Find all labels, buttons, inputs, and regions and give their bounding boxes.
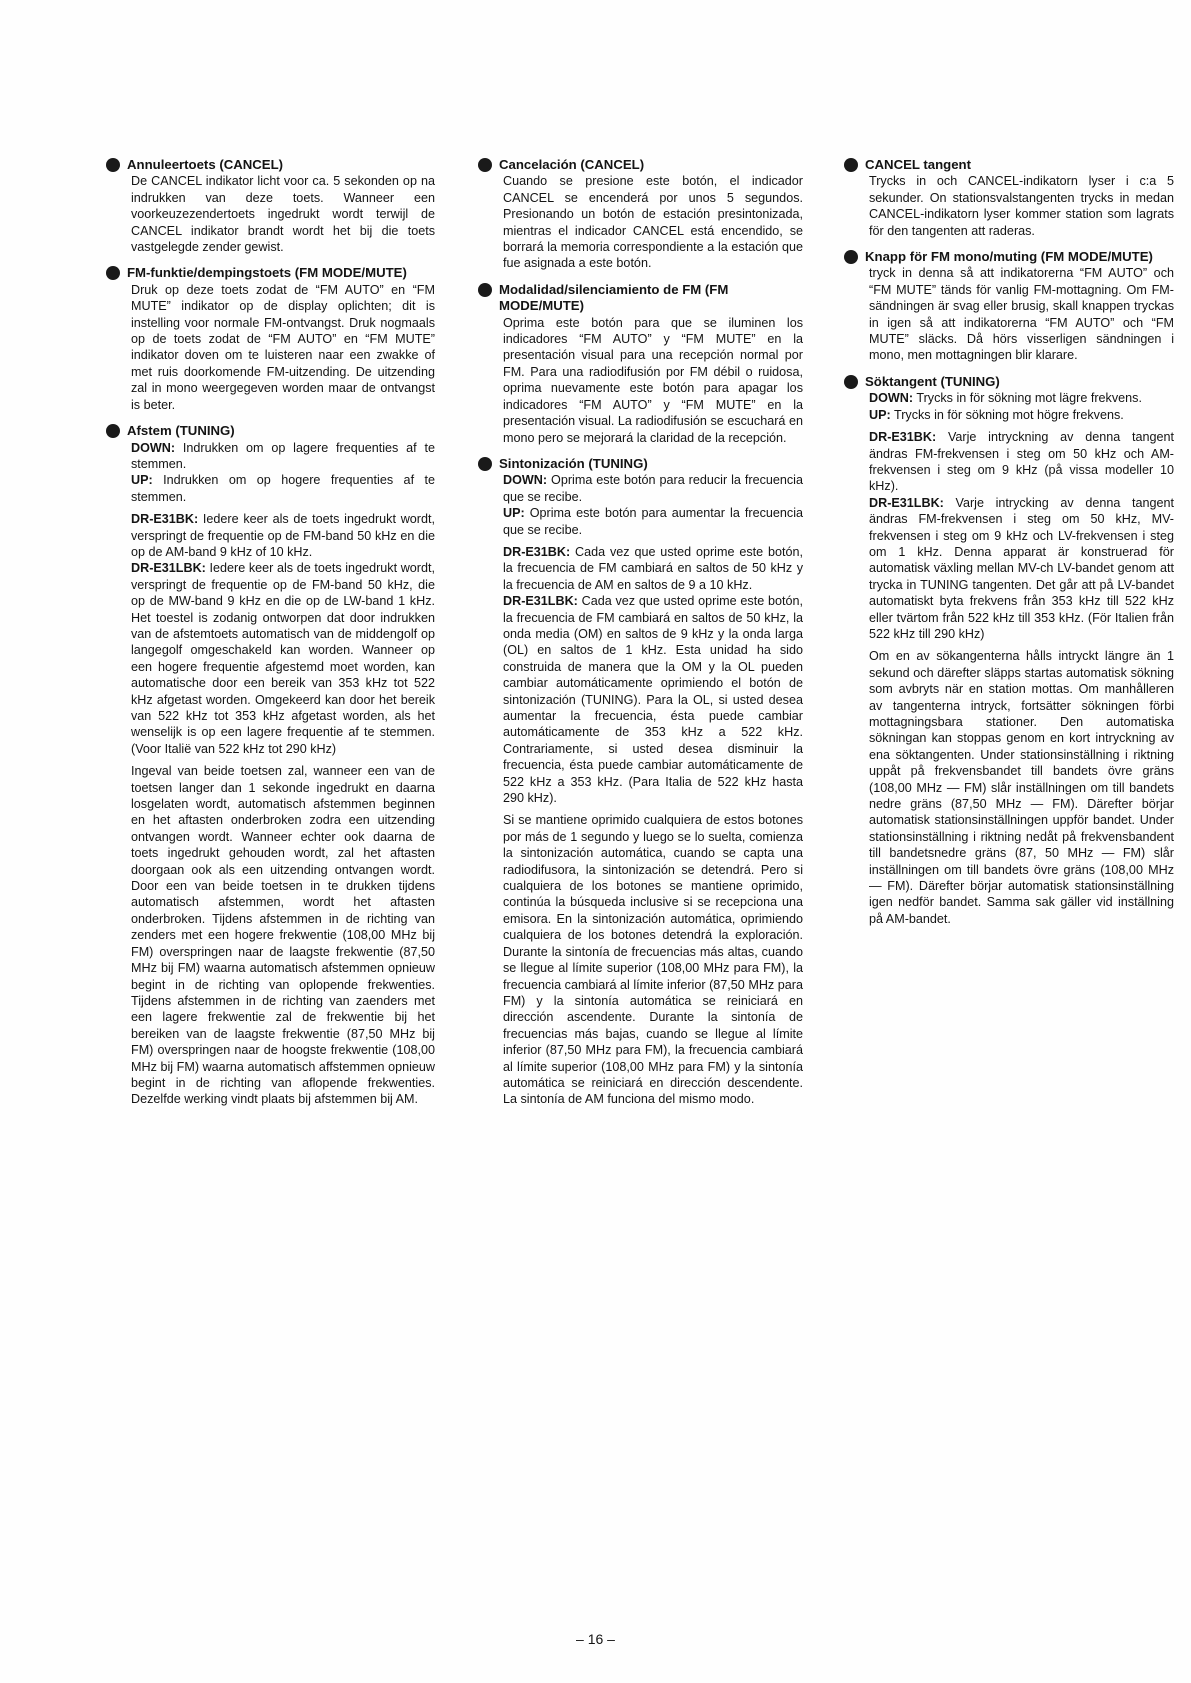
section-fm-mode: [106, 265, 435, 413]
down-label: DOWN:: [131, 440, 176, 455]
section-title: CANCEL tangent: [865, 157, 971, 172]
model-paragraph: [869, 429, 1174, 642]
section-title: Annuleertoets (CANCEL): [127, 157, 284, 172]
down-label: DOWN:: [503, 473, 548, 488]
section-text: Cuando se presione este botón, el indicador CANCEL se encenderá por unos 5 segundos. Presionando un botón de estación presintonizada, mientras el indicador CANCEL está encendido, se borrará la memoria correspondiente a la estación que fue asignada a este botón.: [503, 174, 803, 271]
model-label: DR-E31LBK:: [503, 594, 578, 609]
section-text: Druk op deze toets zodat de “FM AUTO” en “FM MUTE” indikator op de display oplichten; dit is instelling voor normale FM-ontvangst. Druk nogmaals op de toets zodat de “FM AUTO” en “FM MUTE” indikator doven om te luisteren naar een zwakke of met ruis doorkomende FM-uitzending. De uitzending zal in mono weergegeven worden maar de ontvangst is beter.: [131, 282, 435, 412]
up-text: Oprima este botón para aumentar la frecuencia que se recibe.: [503, 506, 803, 537]
down-paragraph: [503, 472, 803, 538]
section-fm-mode: [478, 282, 803, 446]
model-text: Cada vez que usted oprime este botón, la frecuencia de FM cambiará en saltos de 50 kHz, la onda media (OM) en saltos de 9 kHz y la onda larga (OL) en saltos de 1 kHz. Esta unidad ha sido construida de manera que la OM y la OL pueden cambiar automáticamente oprimiendo el botón de sintonización (TUNING). Para la OL, si usted desea aumentar la frecuencia, ésta puede cambiar automáticamente de 353 kHz a 522 kHz. Contrariamente, si usted desea disminuir la frecuencia, ésta puede cambiar automáticamente de 522 kHz a 353 kHz. (Para Italia de 522 kHz hasta 290 kHz).: [503, 594, 803, 806]
section-text: Om en av sökangenterna hålls intryckt längre än 1 sekund och därefter släpps startas automatisk sökning som avbryts när en station mottas. Om manhålleren av tangenterna intryck, fortsätter sökningen förbi mottagningsbara stationer. Den automatiska sökningan kan stoppas genom en kort intryckning av ena söktangenten. Under stationsinställning i riktning uppåt på frekvensbandet till bandets övre gräns (108,00 MHz — FM) slår inställningen om till bandets nedre gräns (87,50 MHz — FM). Därefter börjar automatisk stationsinställningen uppför bandet. Under stationsinställning i riktning nedåt på frekvensbandent till bandetsnedre gräns (87, 50 MHz — FM) slår inställningen om till bandets övre gräns (108,00 MHz — FM). Därefter börjar automatisk stationsinställning igen nedför bandet. Samma sak gäller vid inställning på AM-bandet.: [869, 649, 1174, 926]
model-label: DR-E31LBK:: [131, 561, 206, 576]
section-tuning: [478, 456, 803, 1108]
column-spanish: [478, 157, 803, 1118]
bullet-icon: [478, 158, 492, 172]
section-cancel: [478, 157, 803, 272]
bullet-icon: [478, 283, 492, 297]
section-text: Oprima este botón para que se iluminen los indicadores “FM AUTO” y “FM MUTE” en la presentación visual para una recepción normal por FM. Para una radiodifusión por FM débil o ruidosa, oprima nuevamente este botón para apagar los indicadores “FM AUTO” y “FM MUTE” en la presentación visual. La radiodifusión se escuchará en mono pero se mejorará la claridad de la recepción.: [503, 315, 803, 445]
model-label: DR-E31BK:: [503, 544, 571, 559]
section-text: tryck in denna så att indikatorerna “FM AUTO” och “FM MUTE” tänds för vanlig FM-mottagning. Om FM-sändningen är svag eller brusig, skall knappen tryckas in igen så att indikatorerna “FM AUTO” och “FM MUTE” släcks. Då hörs visserligen sändningen i mono, men mottagningen blir klarare.: [869, 266, 1174, 363]
model-text: Iedere keer als de toets ingedrukt wordt, verspringt de frequentie op de FM-band 50 kHz en die op de AM-band 9 kHz of 10 kHz.: [131, 512, 435, 559]
up-label: UP:: [131, 473, 153, 488]
model-label: DR-E31LBK:: [869, 495, 944, 510]
section-title: Söktangent (TUNING): [865, 373, 1000, 389]
bullet-icon: [106, 266, 120, 280]
model-label: DR-E31BK:: [869, 430, 937, 445]
section-title: Afstem (TUNING): [127, 423, 235, 439]
down-label: DOWN:: [869, 391, 914, 406]
bullet-icon: [106, 424, 120, 438]
up-text: Trycks in för sökning mot högre frekvens.: [890, 407, 1124, 422]
model-text: Varje intrycking av denna tangent ändras FM-frekvensen i steg om 50 kHz, MV-frekvensen i steg om 9 kHz och LV-frekvensen i steg om 1 kHz. Denna apparat är konstruerad för automatisk växling mellan MV-ch LV-bandet genom att trycka in TUNING tangenten. Det går att på LV-bandet automatiskt byta frekvens från 353 kHz till 522 kHz eller tvärtom från 522 kHz till 353 kHz. (För Italien från 522 kHz till 290 kHz): [869, 495, 1174, 641]
section-tuning: [844, 374, 1174, 927]
model-text: Varje intryckning av denna tangent ändras FM-frekvensen i steg om 50 kHz och AM-frekvensen i steg om 9 kHz (på vissa modeller 10 kHz).: [869, 430, 1174, 494]
bullet-icon: [844, 375, 858, 389]
section-cancel: [106, 157, 435, 255]
model-text: Iedere keer als de toets ingedrukt wordt, verspringt de frequentie op de FM-band 50 kHz, die op de MW-band 9 kHz en die op de LW-band 1 kHz. Het toestel is zodanig ontworpen dat door indrukken van de afstemtoets automatisch van de middengolf op langegolf omgeschakeld kan worden. Wanneer op een hogere frequentie afgestemd moet worden, kan automatische door een bereik van 353 kHz tot 522 kHz afgetast worden. Omgekeerd kan door het bereik van 522 kHz tot 353 kHz afgetast worden, als het wenselijk is op een lagere frequentie af te stemmen. (Voor Italië van 522 kHz tot 290 kHz): [131, 561, 435, 756]
down-text: Oprima este botón para reducir la frecuencia que se recibe.: [503, 473, 803, 504]
down-paragraph: [869, 390, 1174, 423]
bullet-icon: [844, 250, 858, 264]
model-paragraph: [503, 544, 803, 807]
section-title: Modalidad/silenciamiento de FM (FM MODE/MUTE): [499, 281, 729, 314]
down-text: Indrukken om op lagere frequenties af te stemmen.: [131, 440, 435, 471]
up-text: Indrukken om op hogere frequenties af te stemmen.: [131, 473, 435, 504]
section-fm-mode: [844, 249, 1174, 364]
model-paragraph: [131, 511, 435, 757]
section-title: FM-funktie/dempingstoets (FM MODE/MUTE): [127, 265, 407, 281]
section-text: Ingeval van beide toetsen zal, wanneer een van de toetsen langer dan 1 sekonde ingedrukt en daarna losgelaten wordt, automatisch afstemmen beginnen en het aftasten onderbroken zodra een uitzending ontvangen wordt. Wanneer echter ook daarna de toets ingedrukt gehouden wordt, zal het aftasten doorgaan ook als een uitzending ontvangen wordt. Door een van beide toetsen in te drukken tijdens automatisch afstemmen, wordt het aftasten onderbroken. Tijdens afstemmen in de richting van zenders met een hogere frekwentie (108,00 MHz bij FM) overspringen naar de laagste frekwentie (87,50 MHz bij FM) waarna automatisch afstemmen opnieuw begint in de richting van oplopende frekwenties. Tijdens afstemmen in de richting van zaenders met een lagere frekwentie zal de frekwentie bij het bereiken van de laagste frekwentie (87,50 MHz bij FM) overspringen naar de hoogste frekwentie (108,00 MHz bij FM) waarna automatisch affstemmen opnieuw begint in de richting van aflopende frekwenties. Dezelfde werking vindt plaats bij afstemmen bij AM.: [131, 764, 435, 1107]
section-cancel: [844, 157, 1174, 239]
column-swedish: [844, 157, 1174, 937]
down-text: Trycks in för sökning mot lägre frekvens.: [913, 391, 1142, 406]
section-text: Trycks in och CANCEL-indikatorn lyser i c:a 5 sekunder. On stationsvalstangenten trycks in medan CANCEL-indikatorn lyser kommer station som lagrats för den tangenten att raderas.: [869, 174, 1174, 238]
up-label: UP:: [869, 407, 891, 422]
section-tuning: [106, 423, 435, 1108]
section-title: Cancelación (CANCEL): [499, 157, 645, 172]
section-title: Knapp för FM mono/muting (FM MODE/MUTE): [865, 249, 1153, 265]
up-label: UP:: [503, 506, 525, 521]
section-text: Si se mantiene oprimido cualquiera de estos botones por más de 1 segundo y luego se lo suelta, comienza la sintonización automática, cuando se capta una radiodifusora, la sintonización se detendrá. Pero si cualquiera de los botones se mantiene oprimido, continúa la búsqueda inclusive si se recepciona una emisora. En la sintonización automática, oprimiendo cualquiera de los botones detendrá la exploración. Durante la sintonía de frecuencias más altas, cuando se llegue al límite superior (108,00 MHz para FM), la frecuencia cambiará al límite inferior (87,50 MHz para FM) y la sintonía automática se reiniciará en dirección ascendente. Durante la sintonía de frecuencias más bajas, cuando se llegue al límite inferior (87,50 MHz para FM), la frecuencia cambiará al límite superior (108,00 MHz para FM) y la sintonía automática se reiniciará en dirección descendente. La sintonía de AM funciona del mismo modo.: [503, 813, 803, 1107]
section-text: De CANCEL indikator licht voor ca. 5 sekonden op na indrukken van deze toets. Wanneer een voorkeuzezendertoets ingedrukt wordt terwijl de CANCEL indikator brandt wordt het bij die toets vastgelegde zender gewist.: [131, 174, 435, 255]
bullet-icon: [844, 158, 858, 172]
bullet-icon: [478, 457, 492, 471]
bullet-icon: [106, 158, 120, 172]
section-title: Sintonización (TUNING): [499, 455, 648, 471]
model-text: Cada vez que usted oprime este botón, la frecuencia de FM cambiará en saltos de 50 kHz y la frecuencia de AM en saltos de 9 a 10 kHz.: [503, 544, 803, 592]
down-paragraph: [131, 440, 435, 506]
column-dutch: [106, 157, 435, 1118]
model-label: DR-E31BK:: [131, 512, 199, 527]
page-number: – 16 –: [576, 1631, 615, 1647]
